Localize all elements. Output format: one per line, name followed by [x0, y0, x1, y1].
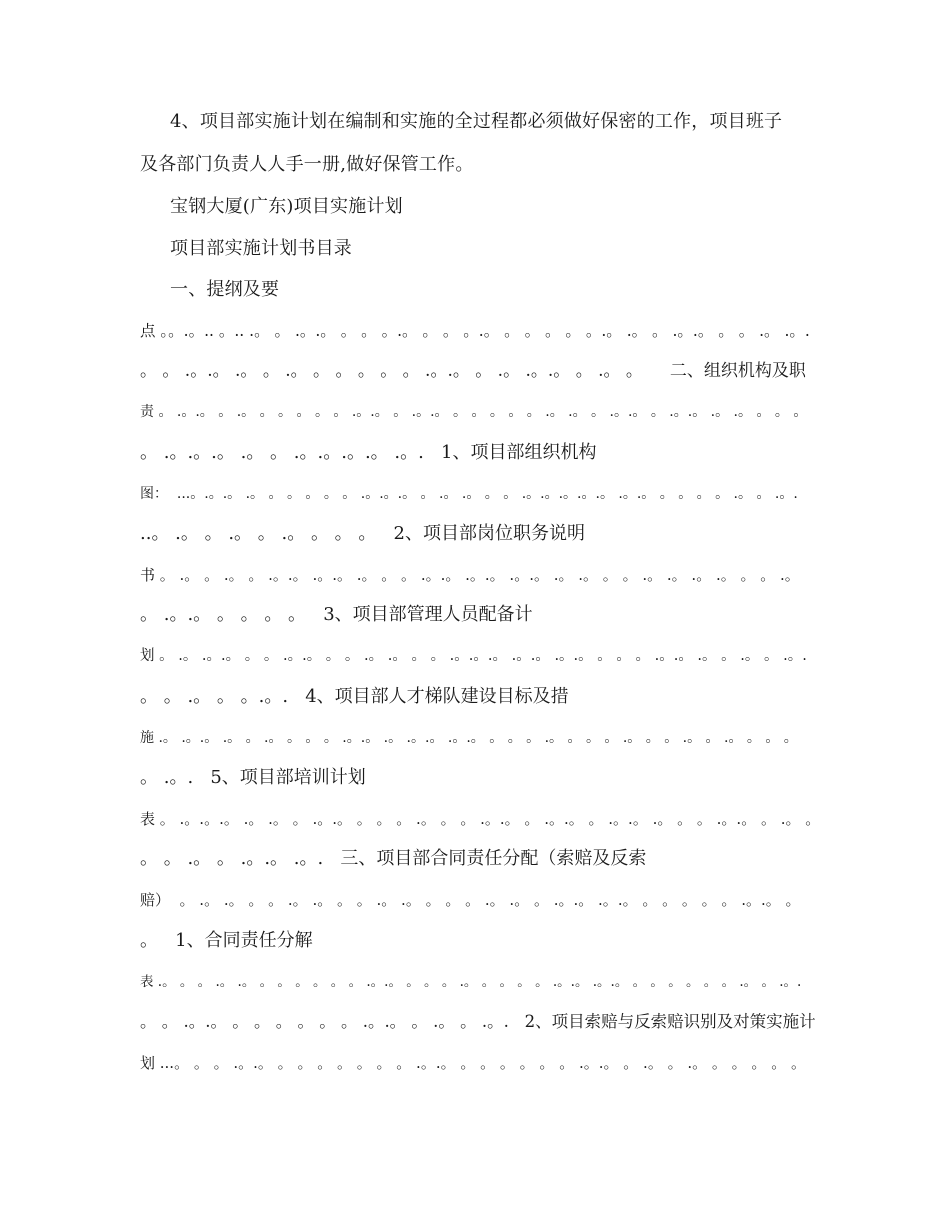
paragraph-4-line-1: 4、项目部实施计划在编制和实施的全过程都必须做好保密的工作，项目班子 — [170, 111, 783, 132]
toc-line: 。 。 .。.。 .。 。 .。 。 。 。 。 。 .。.。 。 .。 .。.。 。 .。 。 二、组织机构及职 — [140, 361, 806, 381]
toc-line: 表 。 .。.。.。 .。 .。 。 .。.。 。 。 。 .。 。 。 .。.。 。 .。.。 。 .。.。 .。 。 。 .。.。 。 .。 。 — [140, 810, 821, 828]
toc-line: 。 。 .。 。 。.。. 4、项目部人才梯队建设目标及措 — [140, 686, 569, 707]
toc-line: 。 .。.。 。 。 。 。 3、项目部管理人员配备计 — [140, 604, 533, 625]
toc-line: 划 ...。 。 。 .。.。 。 。 。 。 。 。 。 .。.。 。 。 。 。 。 。 .。.。 。 .。 。 .。 。 。 。 。 。 — [140, 1054, 806, 1072]
toc-line: 。 。 .。.。 。 。 。 。 。 。 .。.。 。 .。 。 .。. 2、项目索赔与反索赔识别及对策实施计 — [140, 1012, 816, 1031]
toc-line: 。 。 .。 。 .。.。 .。. 三、项目部合同责任分配（索赔及反索 — [140, 848, 647, 869]
toc-line: 点 。。.。.. 。.. .。 。 .。.。 。 。 。.。 。 。 。.。 。 。 。 。 。.。 .。 。 .。.。 。 。 .。 .。. — [140, 322, 810, 340]
toc-line: 赔） 。 .。 .。 。 。 .。 .。 。 。 .。 .。 。 。 。 .。 .。 。 .。.。 .。.。 。 。 。 。 。 .。.。 。 — [140, 891, 801, 909]
toc-line: 。 .。.。.。 .。 。 .。.。.。.。 .。. 1、项目部组织机构 — [140, 442, 597, 463]
toc-line: ..。 .。 。 .。 。 .。 。 。 。 2、项目部岗位职务说明 — [140, 523, 585, 544]
toc-line: 表 .。 。 。 .。 .。 。 。 。 。 。 。 .。.。 。 。 。 .。 。 。 。 。 .。.。 .。.。 。 。 。 。 。 。 .。 。 .。. — [140, 974, 802, 990]
paragraph-4-line-2: 及各部门负责人人手一册,做好保管工作。 — [140, 154, 474, 175]
toc-line: 划 。 .。 .。.。 。 。 .。.。 。 。 .。 .。 。 。 .。.。.。 .。.。 .。.。 。 。 。 .。.。 .。 。 .。 。 .。. — [140, 648, 807, 664]
project-title: 宝钢大厦(广东)项目实施计划 — [170, 196, 403, 217]
toc-line: 图： ...。.。.。 .。 。 。 。 。 。 .。.。.。 。 .。 .。 。 。 .。.。.。.。.。 .。.。 。 。 。 。 .。 。 .。. — [140, 486, 798, 502]
toc-line: 一、提纲及要 — [170, 279, 280, 300]
toc-line: 施 .。 .。.。 .。 。 .。 。 。 。 .。.。 .。 .。.。 .。.。 。 。 。 .。 。 。 。 .。 。 。 .。 。 .。 。 。 。 — [140, 730, 798, 746]
toc-line: 责 。 .。.。 。 .。 。 。 。 。 。 .。.。 。 .。.。 。 。 。 。 。 .。 .。 。 .。.。 。 .。.。 .。 .。 。 。 。 — [140, 404, 808, 420]
toc-line: 书 。 .。 。 .。 。 .。.。 .。.。 .。 。 。 .。.。 .。.。 .。.。 .。 .。 。 。 .。 .。 .。 .。 。 。 .。 — [140, 566, 800, 584]
toc-title: 项目部实施计划书目录 — [170, 238, 352, 259]
toc-line: 。 1、合同责任分解 — [140, 930, 313, 951]
toc-line: 。 .。. 5、项目部培训计划 — [140, 767, 366, 788]
